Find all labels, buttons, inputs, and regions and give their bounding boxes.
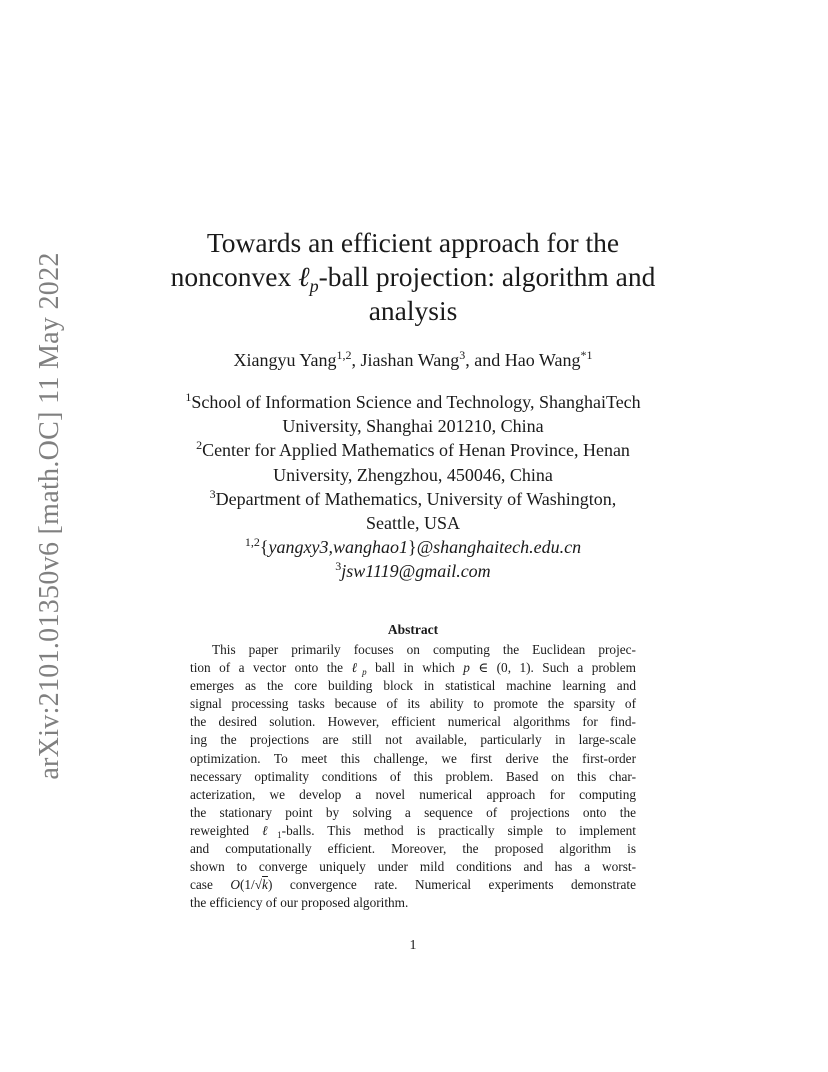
title-line-2: nonconvex ℓ$_p$-ball projection: algorithm and <box>170 261 656 296</box>
abstract-line: shown to converge uniquely under mild conditions and has a worst- <box>190 859 636 875</box>
affiliation-line: $^2$Center for Applied Mathematics of Henan Province, Henan <box>196 438 630 461</box>
abstract-line: necessary optimality conditions of this problem. Based on this char- <box>190 768 636 784</box>
title-line-3: analysis <box>368 295 458 326</box>
abstract-line: the stationary point by solving a sequence of projections onto the <box>190 804 636 820</box>
author-name: Jiashan Wang <box>360 350 460 370</box>
paper-title <box>150 226 676 328</box>
abstract-line: emerges as the core building block in statistical machine learning and <box>190 678 636 694</box>
title-line-1: Towards an efficient approach for the <box>206 227 620 258</box>
abstract-line: and computationally efficient. Moreover, the proposed algorithm is <box>190 841 636 857</box>
abstract-line: optimization. To meet this challenge, we first derive the first-order <box>190 750 636 766</box>
author-affil-mark: 3 <box>459 348 466 362</box>
abstract-line: the efficiency of our proposed algorithm. <box>190 895 409 911</box>
email-line: $^{1,2}${yangxy3,wanghao1}@shanghaitech.edu.cn <box>244 535 582 558</box>
email-line: $^3$jsw1119@gmail.com <box>335 559 491 582</box>
abstract-line: signal processing tasks because of its ability to promote the sparsity of <box>190 696 636 712</box>
affiliations <box>140 390 686 584</box>
affiliation-line: $^1$School of Information Science and Technology, ShanghaiTech <box>185 390 641 412</box>
author-name: Xiangyu Yang <box>233 350 337 370</box>
abstract-line: the desired solution. However, efficient numerical algorithms for find- <box>190 714 636 730</box>
abstract-line: This paper primarily focuses on computing the Euclidean projec- <box>212 642 636 657</box>
author-list: Xiangyu Yang$^{1,2}$, Jiashan Wang$^3$, and Hao Wang$^{*1}$ <box>233 348 593 370</box>
abstract-line: tion of a vector onto the ℓ$_p$ ball in which p ∈ (0, 1). Such a problem <box>190 660 637 678</box>
affiliation-line: University, Zhengzhou, 450046, China <box>273 464 553 485</box>
abstract-line: case O(1/√k) convergence rate. Numerical experiments demonstrate <box>190 877 636 893</box>
affiliation-line: Seattle, USA <box>366 513 460 534</box>
abstract-line: ing the projections are still not available, particularly in large-scale <box>190 732 636 748</box>
arxiv-side-stamp: arXiv:2101.01350v6 [math.OC] 11 May 2022 <box>34 252 65 780</box>
abstract-line: reweighted ℓ$_1$-balls. This method is practically simple to implement <box>190 822 636 840</box>
abstract-heading: Abstract <box>387 622 439 637</box>
author-affil-mark: 1,2 <box>336 348 352 362</box>
abstract-body <box>190 641 636 912</box>
abstract-line: acterization, we develop a novel numerical approach for computing <box>190 786 636 802</box>
author-affil-mark: *1 <box>580 348 593 362</box>
page-number: 1 <box>409 938 417 953</box>
author-name: Hao Wang <box>504 350 581 370</box>
affiliation-line: University, Shanghai 201210, China <box>282 416 544 437</box>
affiliation-line: $^3$Department of Mathematics, University of Washington, <box>209 486 617 509</box>
